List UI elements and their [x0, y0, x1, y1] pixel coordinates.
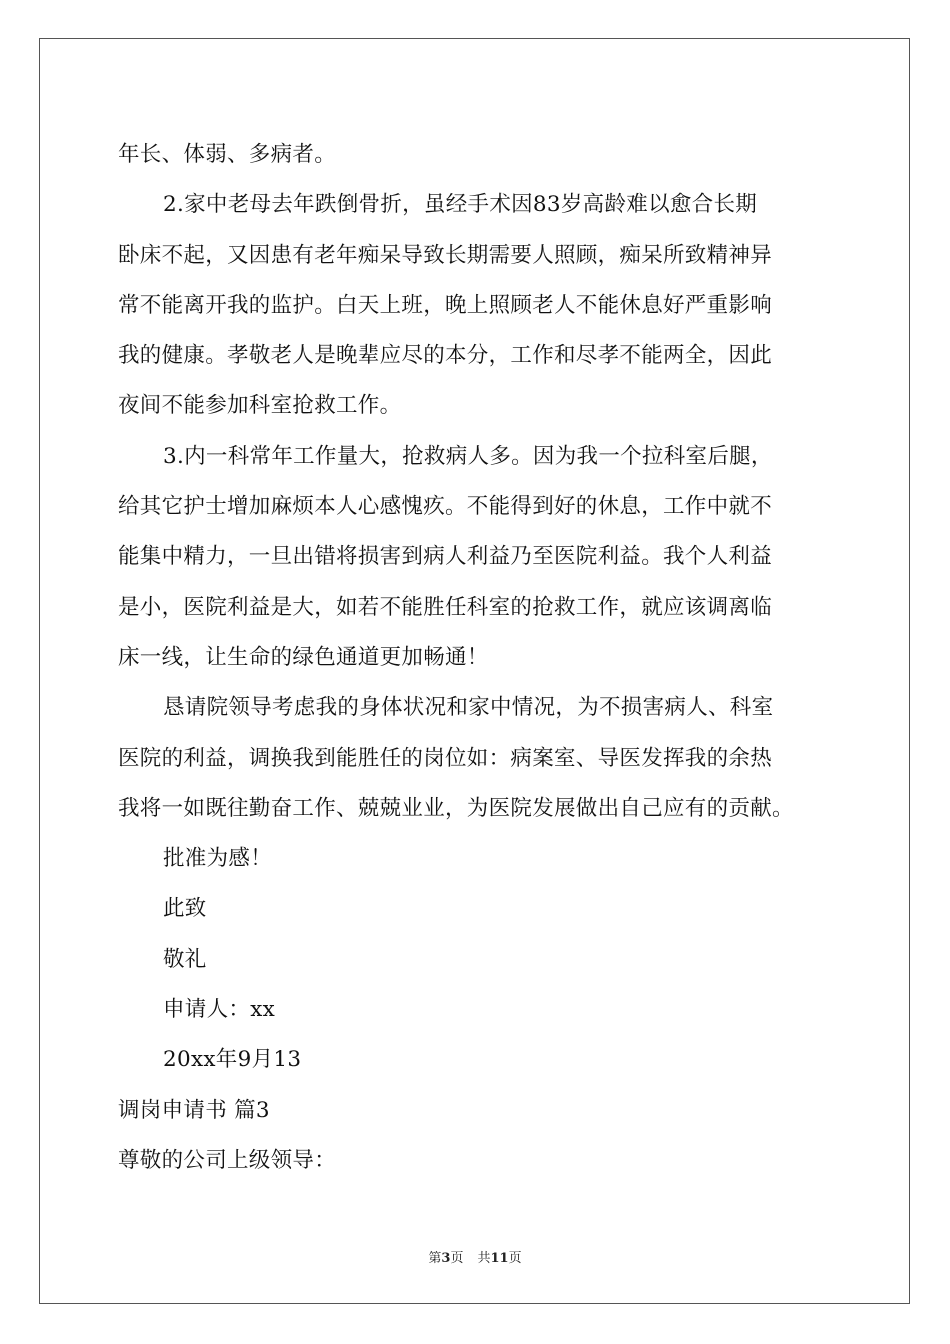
- page-number: 3: [441, 1251, 451, 1266]
- text-line: 医院的利益，调换我到能胜任的岗位如：病案室、导医发挥我的余热: [118, 745, 773, 771]
- document-body: [118, 130, 838, 1186]
- text-line: 恳请院领导考虑我的身体状况和家中情况，为不损害病人、科室: [163, 695, 774, 721]
- text-line: 我的健康。孝敬老人是晚辈应尽的本分，工作和尽孝不能两全，因此: [118, 343, 773, 369]
- text-line: 3.内一科常年工作量大，抢救病人多。因为我一个拉科室后腿，: [163, 443, 773, 469]
- page-prefix: 第: [428, 1251, 442, 1266]
- text-line: 卧床不起，又因患有老年痴呆导致长期需要人照顾，痴呆所致精神异: [118, 242, 773, 268]
- text-line: 能集中精力，一旦出错将损害到病人利益乃至医院利益。我个人利益: [118, 544, 773, 570]
- page-suffix: 页: [450, 1251, 464, 1266]
- salutation-line: 此致: [163, 896, 207, 922]
- applicant-line: 申请人：xx: [163, 997, 276, 1023]
- text-line: 是小，医院利益是大，如若不能胜任科室的抢救工作，就应该调离临: [118, 594, 773, 620]
- total-prefix: 共: [477, 1251, 491, 1266]
- closing-line: 批准为感！: [163, 846, 273, 872]
- text-line: 床一线，让生命的绿色通道更加畅通！: [118, 644, 489, 670]
- text-line: 夜间不能参加科室抢救工作。: [118, 393, 402, 419]
- salutation-line: 敬礼: [163, 946, 207, 972]
- section-heading: 调岗申请书 篇3: [118, 1097, 270, 1123]
- greeting-line: 尊敬的公司上级领导：: [118, 1147, 337, 1173]
- text-line: 我将一如既往勤奋工作、兢兢业业，为医院发展做出自己应有的贡献。: [118, 795, 794, 821]
- text-line: 常不能离开我的监护。白天上班，晚上照顾老人不能休息好严重影响: [118, 292, 773, 318]
- date-line: 20xx年9月13: [163, 1047, 302, 1073]
- total-suffix: 页: [508, 1251, 522, 1266]
- text-line: 年长、体弱、多病者。: [118, 142, 337, 167]
- page-footer: [0, 1247, 950, 1266]
- text-line: 给其它护士增加麻烦本人心感愧疚。不能得到好的休息，工作中就不: [118, 494, 773, 520]
- text-line: 2.家中老母去年跌倒骨折，虽经手术因83岁高龄难以愈合长期: [163, 192, 758, 218]
- total-pages: 11: [490, 1251, 509, 1266]
